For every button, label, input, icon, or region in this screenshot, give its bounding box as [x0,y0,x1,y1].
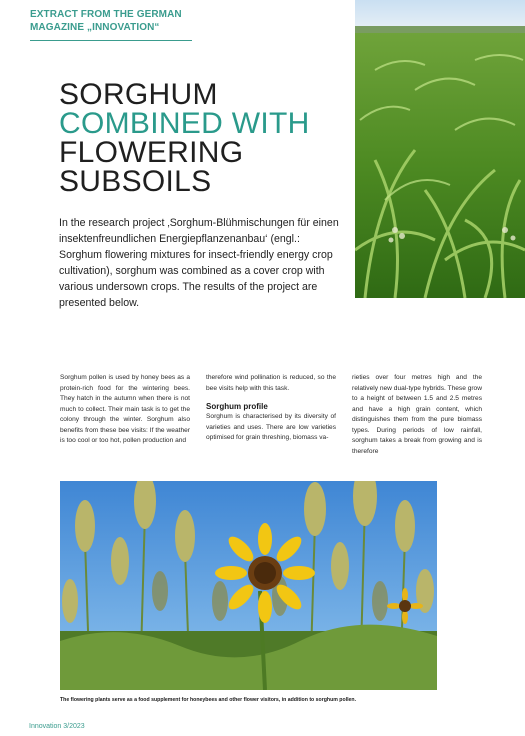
body-column-3: rieties over four metres high and the relatively new dual-type hybrids. These grow to a height of between 1.5 and 2.5 metres and have a high grain content, which distinguishes them from the pure biomass types. During periods of low rainfall, sorghum takes a break from growing and is therefore [352,374,482,455]
footer-issue: Innovation 3/2023 [29,723,85,730]
headline-line-2: COMBINED WITH [59,107,310,140]
headline-line-3: FLOWERING [59,136,244,169]
body-column-1: Sorghum pollen is used by honey bees as a protein-rich food for the wintering bees. They hatch in the autumn when there is not much to collect. Their main task is to get the colony through the winter. Sorghum also benefits from these bee visits: If the weather is too cool or too hot, pollen production and [60,374,190,444]
headline [59,80,310,196]
sorghum-field-photo [355,0,525,298]
photo-caption: The flowering plants serve as a food supplement for honeybees and other flower visitors, in addition to sorghum pollen. [60,697,357,703]
headline-line-1: SORGHUM [59,78,218,111]
body-column-2-text-b: Sorghum is characterised by its diversity of varieties and uses. There are low varieties optimised for grain threshing, biomass va- [206,413,336,441]
kicker-divider [30,40,192,41]
intro-paragraph: In the research project ‚Sorghum-Blühmischungen für einen insektenfreundlichen Energiepflanzenanbau‘ (engl.: Sorghum flowering mixtures for insect-friendly energy crop cultivation), sorghum was combined as a cover crop with various undersown crops. The results of the project are presented below. [59,217,339,309]
body-column-2-text: therefore wind pollination is reduced, so the bee visits help with this task. [206,374,336,392]
kicker-line-2: MAGAZINE „INNOVATION“ [30,21,160,33]
kicker-line-1: EXTRACT FROM THE GERMAN [30,9,182,20]
section-subheading: Sorghum profile [206,402,268,411]
headline-line-4: SUBSOILS [59,165,212,198]
body-column-2 [206,373,336,444]
kicker [30,9,195,34]
sunflower-sorghum-photo [60,481,437,690]
